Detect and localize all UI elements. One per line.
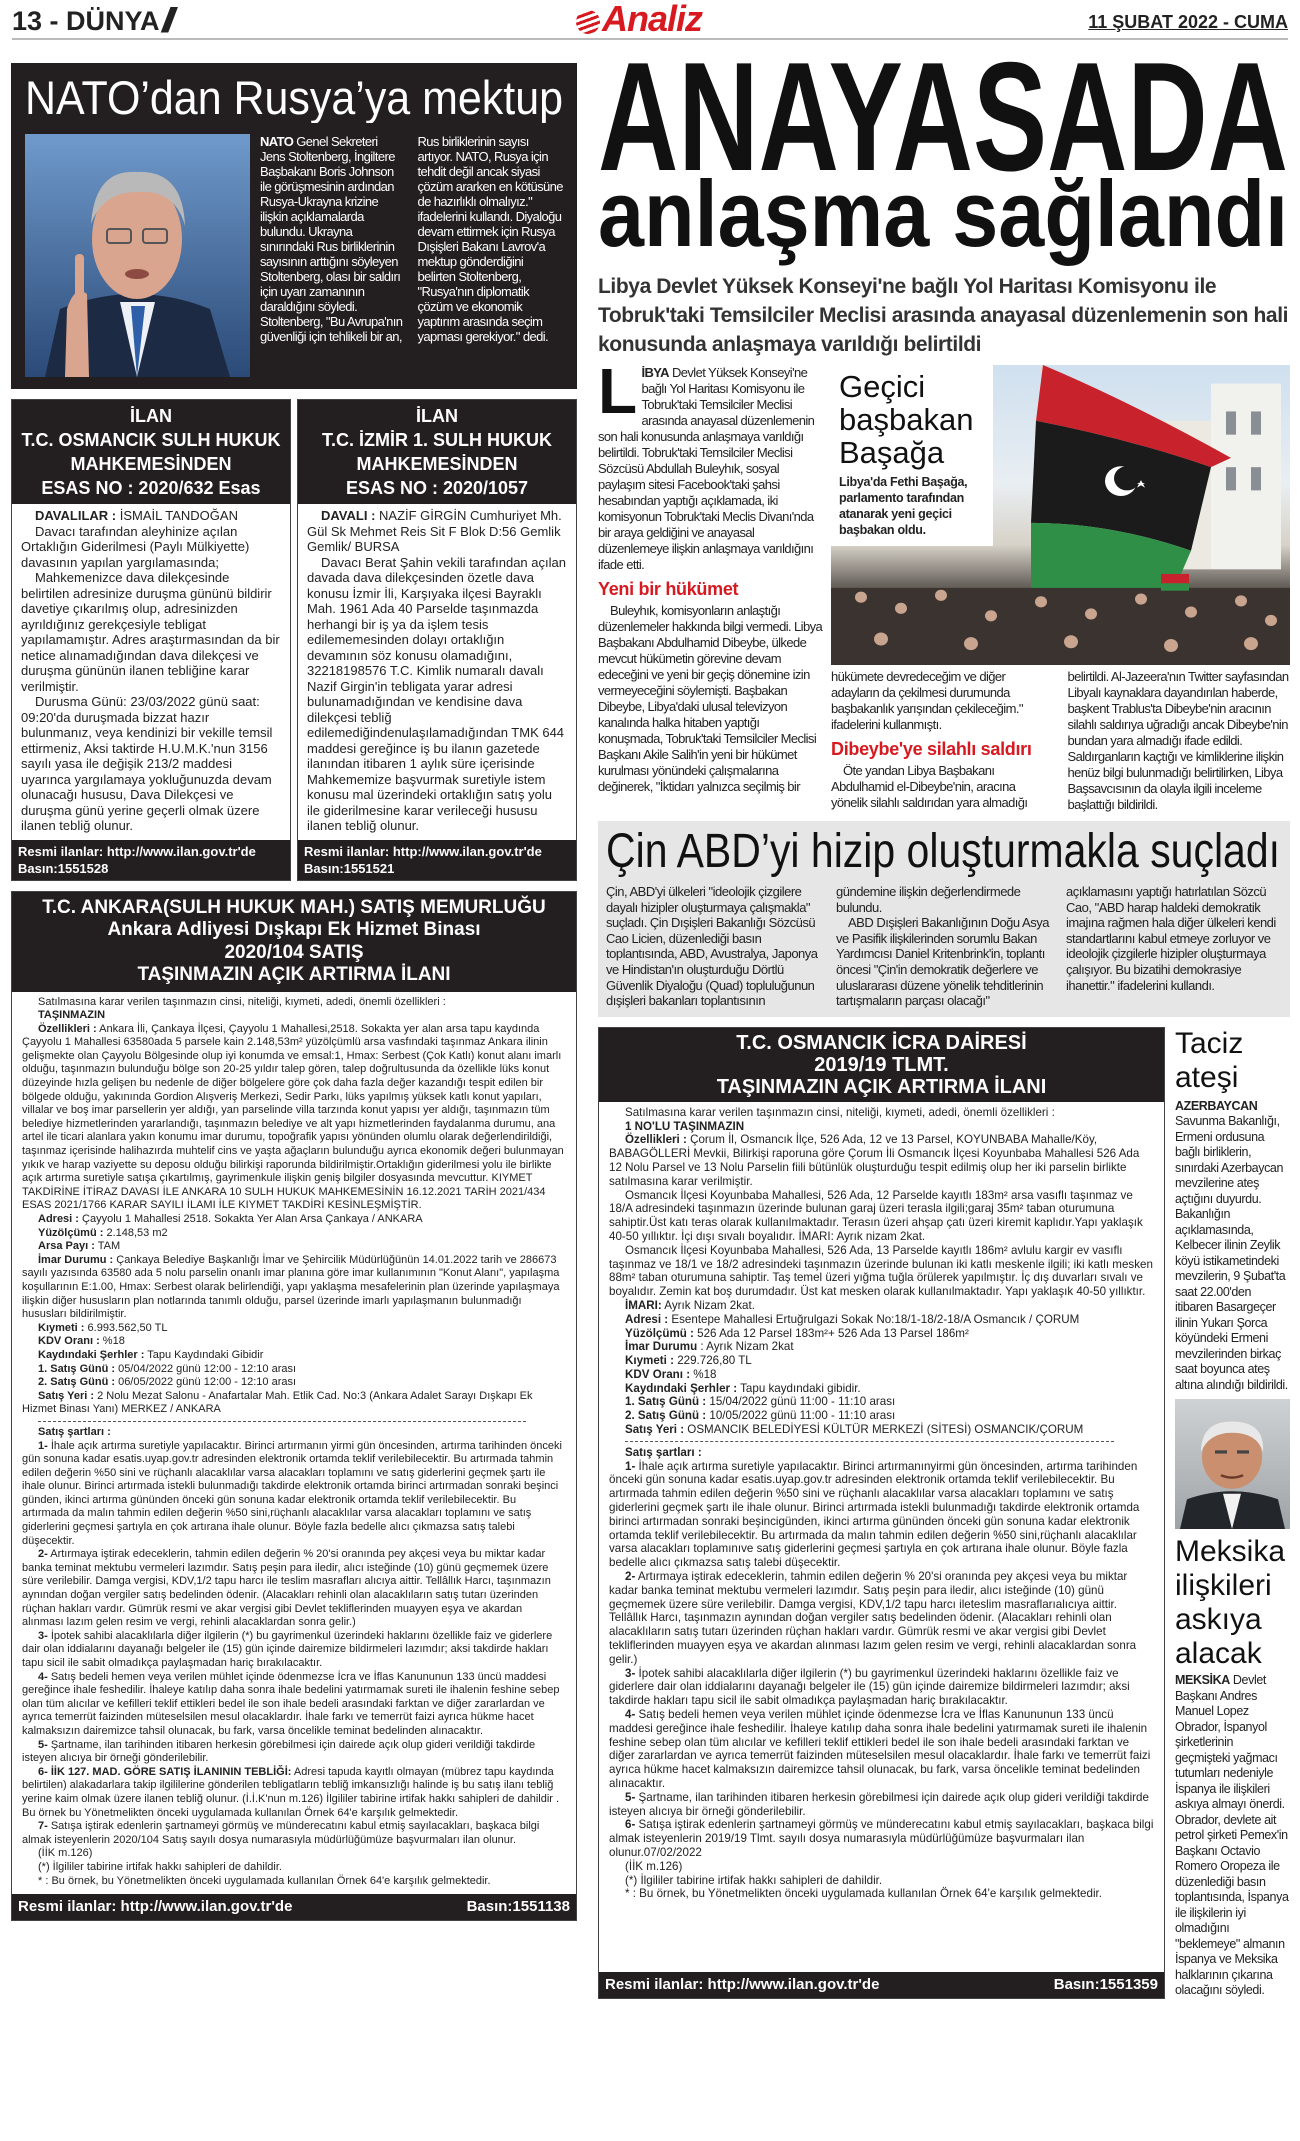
paragraph-label: Adresi :: [38, 1213, 79, 1225]
paragraph-label: Satış Yeri :: [38, 1389, 95, 1402]
notice-paragraph: [609, 1860, 1154, 1874]
notice-paragraph: [22, 1009, 566, 1023]
paragraph-text: %18: [99, 1335, 125, 1348]
notice-paragraph: [22, 1322, 566, 1336]
footer-press-no: Basın:1551138: [466, 1898, 570, 1916]
paragraph-label: 2. Satış Günü :: [38, 1376, 116, 1389]
paragraph-text: (*) İlgililer tabirine irtifak hakkı sahipleri de dahildir.: [38, 1860, 282, 1873]
brief-body: [1175, 1099, 1290, 1394]
paragraph-text: Davacı tarafından aleyhinize açılan Ortaklığın Giderilmesi (Paylı Mülkiyette) davasının yapılan yargılamasında;: [21, 523, 250, 570]
dashed-divider: [38, 1421, 526, 1422]
logo-globe-icon: [576, 10, 600, 34]
notice-paragraph: [21, 570, 281, 694]
notice-paragraph: [609, 1395, 1154, 1409]
mexico-brief: [1175, 1535, 1290, 1999]
paragraph-label: Yüzölçümü :: [38, 1226, 104, 1239]
paragraph-label: 4-: [38, 1670, 48, 1683]
china-p2: ABD Dışişleri Bakanlığının Doğu Asya ve Pasifik ilişkilerinden sorumlu Bakan Yardımcısı Daniel Kritenbrink'in, toplantı öncesi "Çin'in demokratik değerlere ve uluslararası düzene yönelik tehditlerinin tartışmaların parçası olacağı" açıklamasını yaptığı hatırlatılan Sözcü Cao, "ABD harap haldeki demokratik imajına rağmen hala diğer ülkeleri kendi standartlarını kabul etmeye zorluyor ve ideolojik çizgilerle hizipler oluşturmaya çalışıyor. Bu bizatihi demokrasiye ihanettir." ifadelerini kullandı.: [836, 884, 1276, 1009]
paragraph-label: 1-: [38, 1439, 48, 1452]
notice-footer: [298, 840, 576, 880]
brief-text: Devlet Başkanı Andres Manuel Lopez Obrador, İspanyol şirketlerinin geçmişteki yağmacı tutumları nedeniyle İspanya ile ilişkileri askıya almayı önerdi. Obrador, devlete ait petrol şirketi Pemex'in Başkanı Octavio Romero Oropeza ile düzenlediği basın toplantısında, İspanya ile ilişkilerin iyi olmadığını "beklemeye" almanın İspanya ve Meksika halklarının çıkarına olacağını söyledi.: [1175, 1673, 1289, 1998]
paragraph-text: Satışa iştirak edenlerin şartnameyi görmüş ve münderecatını kabul etmiş sayılacakları, başkaca bilgi almak isteyenlerin 2020/104 Satış sayılı dosya numarasıyla müdürlüğümüze başvurmaları ilan olunur.: [22, 1820, 540, 1846]
footer-url: Resmi ilanlar: http://www.ilan.gov.tr'de: [18, 843, 256, 859]
notice-paragraph: [609, 1887, 1154, 1901]
paragraph-text: * : Bu örnek, bu Yönetmelikten önceki uygulamada kullanılan Örnek 64'e karşılık gelmektedir.: [38, 1874, 491, 1887]
section-slashes: //: [162, 2, 169, 40]
notice-paragraph: [22, 1548, 566, 1630]
paragraph-label: Kıymeti :: [38, 1321, 85, 1334]
paragraph-text: Durusma Günü: 23/03/2022 günü saat: 09:20'da duruşmada bizzat hazır bulunmanız, veya kendinizi bir vekille temsil ettirmeniz, Aksi taktirde H.U.M.K.'nun 3156 sayılı yasa ile değişik 213/2 maddesi uyarınca yargılamaya yokluğunuzda devam olunacağı hususu, Dava Dilekçesi ve duruşma günü yerine geçerli olmak üzere ilanen tebliğ olunur.: [21, 694, 273, 833]
paragraph-text: (*) İlgililer tabirine irtifak hakkı sahipleri de dahildir.: [625, 1873, 883, 1887]
paragraph-text: (İİK m.126): [38, 1847, 93, 1860]
china-p1: Çin, ABD'yi ülkeleri "ideolojik çizgilere dayalı hizipler oluşturmaya çalışmakla" suçladı. Çin Dışişleri Bakanlığı Sözcüsü Cao Licien, düzenlediği basın toplantısında, ABD, Avustralya, Japonya ve Hindistan'ın oluşturduğu Dörtlü Güvenlik Diyaloğu (Quad) topluluğunun dışişleri bakanları toplantısının gündemine ilişkin değerlendirmede bulundu.: [606, 884, 1021, 1009]
paragraph-label: Kaydındaki Şerhler :: [38, 1348, 145, 1361]
paragraph-text: 6.993.562,50 TL: [84, 1321, 168, 1334]
caption-title: Geçici başbakan Başağa: [839, 369, 974, 470]
header-line: MAHKEMESİNDEN: [70, 454, 232, 474]
header-line: 2019/19 TLMT.: [814, 1053, 949, 1076]
paragraph-label: 3-: [625, 1666, 636, 1680]
azerbaijan-brief: [1175, 1027, 1290, 1394]
china-body: [606, 884, 1282, 1009]
paragraph-label: Arsa Payı :: [38, 1240, 95, 1253]
paragraph-text: Osmancık İlçesi Koyunbaba Mahallesi, 526 Ada, 13 Parselde kayıtlı 186m² avlulu kargir ev vasıflı taşınmaz ve 18/1 ve 18/2 adresindeki taşınmazın üzerinde bulunan iki katlı meskenle ilgili; iki katlı mesken 88m² taban oturumuna sahiptir. Taş temel üzeri yığma tuğla örülerek yapılmıştır. İç dış duvarları sıvalı ve boyalıdır. Zemin kat boş durumdadır. Üst kat mesken olarak kullanılmaktadır. Yapı yaklaşık 40-50 yıllıktır.: [609, 1243, 1153, 1299]
brief-text: Savunma Bakanlığı, Ermeni ordusuna bağlı birliklerin, sınırdaki Azerbaycan mevzilerine ateş açtığını duyurdu. Bakanlığın açıklamasında, Kelbecer ilinin Zeylik köyü istikametindeki mevzilerin, 9 Şubat'ta saat 22.00'den itibaren Basargeçer ilinin Yukarı Şorca köyündeki Ermeni mevzilerinden birkaç saat boyunca ateş altına alındığı bildirildi.: [1175, 1114, 1288, 1392]
paragraph-text: İhale açık artırma suretiyle yapılacaktır. Birinci artırmanınyirmi gün öncesinden, artırma tarihinden önceki gün sonuna kadar esatis.uyap.gov.tr adresinden elektronik ortamda teklif verilebilecektir. Bu artırmada tahmin edilen değerin %50 sini ve rüçhanlı alacaklılar varsa alacakları toplamını ve satış giderlerini geçmek şartı ile ihale olunur. Birinci artırmada istekli bulunmadığı takdirde elektronik ortamda birinci artırmadan sonraki beşincigünden, ikinci artırma gününden önceki gün sonuna kadar elektronik ortamda teklif verilebilecektir. Bu artırmada da malın tahmin edilen değerin %50 sini,rüçhanlı alacaklılar varsa alacakları toplamınıve satış giderlerini geçmesi şartıyla en çok artırana ihale olunur. Böyle fazla bedelle alıcı çıkmazsa satış talebi düşecektir.: [609, 1459, 1140, 1570]
footer-url: Resmi ilanlar: http://www.ilan.gov.tr'de: [304, 843, 542, 859]
paragraph-text: Satış bedeli hemen veya verilen mühlet içinde ödenmezse İcra ve İflas Kanununun 133 üncü maddesi gereğince ihale feshedilir. İhaleye katılıp daha sonra ihale bedelini yatırmamak sureti ile ihalenin feshine sebep olan tüm alıcılar ve kefilleri teklif ettikleri bedel ile son ihale bedeli arasındaki farktan ve diğer zararlardan ve ayrıca temerrüt faizinden müteselsilen mesul olacaklardır. İhale farkı ve temerrüt faizi ayrıca hükme hacet kalmaksızın dairemizce tahsil olunacak, bu fark, varsa öncelikle teminat bedelinden alınacaktır.: [609, 1708, 1151, 1790]
paragraph-text: 2.148,53 m2: [103, 1226, 168, 1239]
paragraph-text: Tapu Kaydındaki Gibidir: [144, 1348, 264, 1361]
bottom-row: [598, 1027, 1290, 1999]
paragraph-text: Satılmasına karar verilen taşınmazın cinsi, niteliği, kıymeti, adedi, önemli özellikleri :: [625, 1105, 1055, 1119]
paragraph-label: 6-: [625, 1818, 636, 1832]
footer-url: Resmi ilanlar: http://www.ilan.gov.tr'de: [18, 1898, 293, 1916]
china-article: [598, 821, 1290, 1017]
header-line: MAHKEMESİNDEN: [356, 454, 518, 474]
notice-paragraph: [609, 1106, 1154, 1120]
paragraph-label: 5-: [38, 1738, 48, 1751]
article-p2: Buleyhık, komisyonların anlaştığı düzenlemeler hakkında bilgi vermedi. Libya Başbakanı Abdulhamid Dibeybe, ülkede mevcut hükümetin görevine devam edeceğini ve yeni bir geçiş dönemine izin vermeyeceğini söylemişti. Başbakan Dibeybe, Libya'daki ulusal televizyon kanalında halka hitaben yaptığı konuşmada, Tobruk'taki Temsilciler Meclisi Başkanı Akile Salih'in yeni bir hükümet kurulması yönündeki çalışmalarına değinerek, "İktidarı yalnızca seçilmiş bir: [598, 603, 823, 794]
notice-paragraph: [22, 1335, 566, 1349]
main-subheadline-wrap: [598, 176, 1290, 268]
stoltenberg-photo: [25, 134, 250, 377]
paragraph-label: İMARI:: [625, 1298, 662, 1312]
paragraph-label: Satış şartları :: [625, 1445, 702, 1459]
notice-paragraph: [22, 1630, 566, 1671]
notice-paragraph: [22, 1766, 566, 1820]
notice-paragraph: [21, 694, 281, 834]
paragraph-label: İmar Durumu: [625, 1340, 698, 1354]
paragraph-text: Şartname, ilan tarihinden itibaren herkesin görebilmesi için dairede açık olup gideri verildiği takdirde isteyen alıcıya bir örneği gönderilebilir.: [609, 1790, 1149, 1818]
notice-paragraph: [609, 1327, 1154, 1341]
header-line: T.C. ANKARA(SULH HUKUK MAH.) SATIŞ MEMURLUĞU: [42, 896, 546, 918]
paragraph-text: Çayyolu 1 Mahallesi 2518. Sokakta Yer Alan Arsa Çankaya / ANKARA: [78, 1213, 423, 1225]
paragraph-label: 1. Satış Günü :: [38, 1362, 116, 1375]
notice-paragraph: [22, 1349, 566, 1363]
logo-text: Analiz: [602, 0, 703, 39]
notice-paragraph: [609, 1354, 1154, 1368]
notice-paragraph: [22, 1363, 566, 1377]
paragraph-text: 06/05/2022 günü 12:00 - 12:10 arası: [115, 1376, 297, 1389]
paragraph-text: Ankara İli, Çankaya İlçesi, Çayyolu 1 Mahallesi,2518. Sokakta yer alan arsa tapu kaydında Çayyolu 1 Mahallesi 63580ada 5 parsele kain 2.148,53m² yüzölçümlü arsa vasfındaki taşınmaz Ankara ilinin gelişmekte olan Çayyolu Bölgesinde olup iyi konumda ve emsal:1, Hmax: Serbest (Çok Katlı) konut alanı imarlı olduğu, taşınmazın bulunduğu bölge son 20-25 yıldır talep gören, talep doğrultusunda da özellikle lüks konut düzeyinde hızla gelişen bu nedenle de diğer bölgelere göre çok daha fazla değer kazandığı tespit edilen bir bölgede olduğu, yakınında Gordion Alışveriş Merkezi, Sedir Parkı, lüks yapılmış yüksek katlı konut yapıları, villalar ve boş imar parsellerin yer aldığı, yan parselinde villa tarzında konut yapısı yer aldığı, taşınmazın tüm belediye hizmetlerinden yararlandığı, taşınmazın belediye ve alt yapı hizmetlerinden faydalanma durumu, ana artel ile ticari alanlara yakın konumu imar durumu, topoğrafik yapısı yönünden olumlu olarak değerlendirildiği, taşınmaz içerisinde halihazırda muhtelif cins ve yaşta ağaçların bulunduğu ayrıca ekonomik değeri bulunmayan yıkık ve harap vaziyette su deposu olduğu bilirkişi raporunda bildirilmiştir.Ortaklığın giderilmesi yolu ile birlikte açık artırma suretiyle satışa çıkartılmış, gayrimenkule ilişkin geniş bilgiler dosyasında mevcuttur. KIYMET TAKDİRİNE İTİRAZ DAVASI İLE ANKARA 10 SULH HUKUK MAHKEMESİNİN 16.12.2021 TARİH 2021/434 ESAS 2021/1766 KARAR SAYILI İLAMI İLE KIYMET TAKDİRİ KESİNLEŞMİŞTİR.: [22, 1022, 564, 1212]
notice-paragraph: [609, 1340, 1154, 1354]
notice-body: [599, 1102, 1164, 1907]
paragraph-label: Satış şartları :: [38, 1425, 111, 1438]
notice-paragraph: [609, 1874, 1154, 1888]
nato-headline: NATO’dan Rusya’ya mektup: [25, 71, 563, 123]
notice-paragraph: [609, 1570, 1154, 1667]
notice-body: [12, 992, 576, 1895]
notice-paragraph: [22, 996, 566, 1010]
subhead-new-government: Yeni bir hükümet: [598, 579, 739, 599]
paragraph-label: TAŞINMAZIN: [38, 1009, 106, 1022]
notice-paragraph: [609, 1244, 1154, 1299]
brief-lead: MEKSİKA: [1175, 1673, 1230, 1688]
brief-lead: AZERBAYCAN: [1175, 1098, 1258, 1113]
paragraph-text: 526 Ada 12 Parsel 183m²+ 526 Ada 13 Parsel 186m²: [693, 1326, 969, 1340]
main-headline-wrap: [598, 58, 1290, 172]
notice-paragraph: [22, 1875, 566, 1889]
notice-paragraph: [22, 1227, 566, 1241]
court-notice-izmir: [297, 399, 577, 881]
notice-header: [599, 1028, 1164, 1102]
nato-lead: NATO: [260, 134, 294, 149]
paragraph-label: KDV Oranı :: [38, 1335, 100, 1348]
notice-paragraph: [609, 1299, 1154, 1313]
drop-cap: L: [598, 355, 637, 427]
paragraph-label: 3-: [38, 1629, 48, 1642]
notice-footer: [12, 1894, 576, 1920]
section-label: 13 - DÜNYA: [12, 6, 160, 36]
paragraph-label: 4-: [625, 1708, 636, 1722]
header-line: T.C. İZMİR 1. SULH HUKUK: [321, 430, 552, 450]
notice-paragraph: [609, 1423, 1154, 1437]
paragraph-text: Satışa iştirak edenlerin şartnameyi görmüş ve münderecatını kabul etmiş sayılacakları, başkaca bilgi almak isteyenlerin 2019/19 Tlmt. sayılı dosya numarasıyla müdürlüğümüze başvurmaları ilan olunur.07/02/2022: [609, 1818, 1154, 1859]
nato-headline-wrap: [25, 71, 565, 123]
sidebar: [1175, 1027, 1290, 1999]
header-line: Ankara Adliyesi Dışkapı Ek Hizmet Binası: [107, 919, 481, 940]
header-line: 2020/104 SATIŞ: [224, 941, 364, 963]
libya-article: [598, 355, 1290, 813]
obrador-photo: [1175, 1399, 1290, 1529]
paragraph-label: 5-: [625, 1790, 636, 1804]
paragraph-label: Yüzölçümü :: [625, 1326, 694, 1340]
paragraph-label: Özellikleri :: [625, 1133, 687, 1147]
paragraph-text: * : Bu örnek, bu Yönetmelikten önceki uygulamada kullanılan Örnek 64'e karşılık gelmektedir.: [625, 1887, 1102, 1901]
notice-paragraph: [22, 1254, 566, 1322]
notice-paragraph: [609, 1791, 1154, 1819]
footer-url: Resmi ilanlar: http://www.ilan.gov.tr'de: [605, 1975, 880, 1993]
notice-paragraph: [609, 1189, 1154, 1244]
header-line: ESAS NO : 2020/1057: [345, 478, 529, 498]
notice-footer: [12, 840, 290, 880]
paragraph-label: 1 NO'LU TAŞINMAZIN: [625, 1119, 745, 1133]
paragraph-text: Çorum İl, Osmancık İlçe, 526 Ada, 12 ve 13 Parsel, KOYUNBABA Mahalle/Köy, BABAGÖLLERİ Mevkii, Bilirkişi raporuna göre Çorum İli Osmancık İlçesi Koyunbaba Mahallesi 526 Ada 12 Nolu Parsel ve 13 Nolu Parselin fiili bütünlük oluşturduğu tespit edilmiş olup her iki parselin birlikte satılmasına karar verilmiştir.: [609, 1133, 1140, 1188]
main-spot: Libya Devlet Yüksek Konseyi'ne bağlı Yol Haritası Komisyonu ile Tobruk'taki Temsilciler Meclisi arasında anayasal düzenlemenin son hali konusunda anlaşmaya varıldığı belirtildi: [598, 275, 1289, 356]
paragraph-label: 2-: [38, 1548, 48, 1561]
photo-caption: [831, 365, 993, 546]
paragraph-text: : Ayrık Nizam 2kat: [697, 1340, 794, 1354]
paragraph-text: 15/04/2022 günü 11:00 - 11:10 arası: [706, 1395, 896, 1409]
paragraph-text: Esentepe Mahallesi Ertuğrulgazi Sokak No:18/1-18/2-18/A Osmancık / ÇORUM: [668, 1312, 1080, 1326]
notice-paragraph: [609, 1133, 1154, 1188]
article-p1: Devlet Yüksek Konseyi'ne bağlı Yol Haritası Komisyonu ile Tobruk'taki Temsilciler Meclisi arasında anayasal düzenlemenin son hali konusunda anlaşmaya varıldığı belirtildi. Tobruk'taki Temsilciler Meclisi Sözcüsü Abdullah Buleyhık, sosyal paylaşım sitesi Facebook'taki şahsi hesabından yaptığı açıklamada, iki komisyonun Tobruk'taki Meclis Divanı'nda bir araya geldiğini ve anayasal düzenlemeye ilişkin anlaşmaya varıldığını ifade etti.: [598, 365, 815, 572]
article-lead: İBYA: [641, 365, 669, 380]
header-line: TAŞINMAZIN AÇIK ARTIRMA İLANI: [137, 964, 451, 985]
header-line: T.C. OSMANCIK İCRA DAİRESİ: [736, 1031, 1027, 1054]
paragraph-text: (İİK m.126): [625, 1859, 683, 1873]
nato-body: [260, 134, 563, 377]
header-line: ESAS NO : 2020/632 Esas: [41, 478, 261, 498]
china-headline: Çin ABD’yi hizip oluşturmakla suçladı: [606, 827, 1280, 877]
notice-header: [12, 400, 290, 504]
notice-paragraph: [22, 1820, 566, 1847]
notice-header: [298, 400, 576, 504]
header-line: T.C. OSMANCIK SULH HUKUK: [21, 430, 281, 450]
notice-paragraph: [609, 1313, 1154, 1327]
paragraph-text: Tapu kaydındaki gibidir.: [737, 1381, 861, 1395]
paragraph-text: 05/04/2022 günü 12:00 - 12:10 arası: [115, 1362, 297, 1375]
paragraph-text: Davacı Berat Şahin vekili tarafından açılan davada dava dilekçesinden özetle dava konusu İzmir İli, Karşıyaka ilçesi Bayraklı Mah. 1961 Ada 40 Parselde taşınmazda herhangi bir iş ya da işlem tesis edilememesinden dolayı ortaklığın devamının söz konusu olamadığını, 32218198576 T.C. Kimlik numaralı davalı Nazif Girgin'in tebligata yarar adresi bulunamadığından ve kendisine dava dilekçesi tebliğ edilemediğindenulaşılamadığından TMK 644 maddesi gereğince iş bu ilanın gazetede ilanından itibaren 1 aylık süre içerisinde Mahkememize başvurmak suretiyle istem konusu mal üzerindeki ortaklığın satış yolu ile giderilmesine karar verileceği hususu ilanen tebliğ olunur.: [307, 554, 566, 833]
paragraph-text: OSMANCIK BELEDİYESİ KÜLTÜR MERKEZİ (SİTESİ) OSMANCIK/ÇORUM: [684, 1423, 1084, 1437]
notice-header: [12, 892, 576, 992]
paragraph-text: Şartname, ilan tarihinden itibaren herkesin görebilmesi için dairede açık olup gideri verildiği takdirde isteyen alıcıya bir örneği gönderilebilir.: [22, 1738, 536, 1765]
paragraph-text: 10/05/2022 günü 11:00 - 11:10 arası: [706, 1409, 896, 1423]
newspaper-logo: [572, 2, 752, 38]
paragraph-text: %18: [690, 1367, 717, 1381]
dashed-divider: [625, 1441, 1114, 1442]
brief-title: Meksika ilişkileri askıya alacak: [1175, 1535, 1286, 1671]
notice-paragraph: [609, 1409, 1154, 1423]
paragraph-text: Mahkemenizce dava dilekçesinde belirtilen adresinize duruşma gününü bildirir davetiye çıkarılmış olup, adresinizden ayrıldığınız gerekçesiyle tebligat yapılamamıştır. Adres araştırmasından da bir netice alınamadığından dava dilekçesi ve duruşma gününün ilanen tebliğine karar verilmiştir.: [21, 570, 280, 694]
left-column: [11, 63, 577, 1921]
main-subheadline: anlaşma sağlandı: [598, 176, 1288, 266]
paragraph-text: Satış bedeli hemen veya verilen mühlet içinde ödenmezse İcra ve İflas Kanununun 133 üncü maddesi gereğince ihale feshedilir. İhaleye katılıp daha sonra ihale bedelini yatırmamak sureti ile ihalenin feshine sebep olan tüm alıcılar ve kefilleri teklif ettikleri bedel ile son ihale bedeli arasındaki farktan ve diğer zararlardan ve ayrıca temerrüt faizinden müteselsilen mesul olacaklardır. İhale farkı ve temerrüt faizi ayrıca hükme hacet kalmaksızın dairemizce tahsil olunacak, bu fark, varsa öncelikle teminat bedelinden alınacaktır.: [22, 1670, 560, 1737]
footer-press-no: Basın:1551359: [1053, 1975, 1158, 1993]
paragraph-label: 2. Satış Günü :: [625, 1409, 707, 1423]
paragraph-text: 229.726,80 TL: [673, 1354, 752, 1368]
brief-body: [1175, 1673, 1290, 1999]
paragraph-text: Çankaya Belediye Başkanlığı İmar ve Şehircilik Müdürlüğünün 14.01.2022 tarih ve 286673 sayılı yazısında 63580 ada 5 nolu parselin onanlı imar planına göre imar kullanımının "Konut Alanı", yapılaşma koşullarının E:1.00, Hmax: Serbest olarak belirlendiği, yapı yaklaşma mesafelerinin plan üzerinde yapılaşmaya ilişkin diğer hususların plan notlarında tanımlı olduğu, parsel üzerinde imarlı yapılaşmanın bulunmadığı hususları bildirilmiştir.: [22, 1253, 560, 1321]
notice-paragraph: [22, 1426, 566, 1440]
paragraph-label: 2-: [625, 1570, 636, 1584]
court-notices-row: [11, 399, 577, 881]
notice-paragraph: [22, 1671, 566, 1739]
notice-paragraph: [22, 1861, 566, 1875]
paragraph-text: İSMAİL TANDOĞAN: [116, 508, 238, 523]
footer-press-no: Basın:1551521: [304, 860, 395, 876]
article-p4: Öte yandan Libya Başbakanı Abdulhamid el-Dibeybe'nin, aracına yönelik silahlı saldırıdan yara almadığı belirtildi. Al-Jazeera'nın Twitter sayfasından Libyalı kaynaklara dayandırılan haberde, başkent Trablus'ta Dibeybe'nin aracının silahlı saldırıya uğradığı ancak Dibeybe'nin bundan yara almadığı ifade edildi. Saldırganların kaçtığı ve kimliklerine ilişkin henüz bilgi bulunmadığı belirtilirken, Libya Başsavcısının da olayla ilgili inceleme başlattığı bildirildi.: [831, 669, 1289, 812]
paragraph-label: Adresi :: [625, 1312, 669, 1326]
notice-paragraph: [22, 1376, 566, 1390]
notice-paragraph: [609, 1667, 1154, 1708]
libya-article-col2: [831, 669, 1290, 813]
paragraph-text: Artırmaya iştirak edeceklerin, tahmin edilen değerin % 20'si oranında pey akçesi veya bu miktar kadar banka teminat mektubu vermeleri lazımdır. Satış peşin para iledir, alıcı isteğinde (10) günü geçmemek üzere süre verilebilir. Damga vergisi, KDV,1/2 tapu harcı ile teslim masrafları alıcıya aittir. Tellâllık Harcı, taşınmazın aynından doğan vergiler satış bedelinden ödenir. (Alacakları rehinli olan alacaklıların satış tutarı üzerinden rüçhan hakları vardır. Gümrük resmi ve akar vergisi gibi Devlet tekliflerinden muayyen eşya ve akardan alınması lazım gelen resim ve vergi, rehinli alacaklardan sonra gelir.): [22, 1548, 551, 1629]
paragraph-label: KDV Oranı :: [625, 1367, 691, 1381]
notice-paragraph: [307, 508, 567, 555]
notice-paragraph: [22, 1440, 566, 1549]
notice-paragraph: [609, 1446, 1154, 1460]
notice-paragraph: [21, 508, 281, 524]
issue-date: 11 ŞUBAT 2022 - CUMA: [1088, 12, 1288, 32]
paragraph-label: Kaydındaki Şerhler :: [625, 1381, 738, 1395]
footer-press-no: Basın:1551528: [18, 860, 109, 876]
paragraph-label: Kıymeti :: [625, 1354, 674, 1368]
notice-paragraph: [609, 1460, 1154, 1570]
paragraph-text: İpotek sahibi alacaklılarla diğer ilgilerin (*) bu gayrimenkul üzerindeki haklarını özellikle faiz ve giderlere dair olan iddialarını dayanağı belgeler ile (15) gün içinde dairemize bildirmeleri lazımdır; aksi takdirde hakları tapu sicil ile sabit olmadıkça paylaşmadan hariç bırakılacaktır.: [22, 1629, 553, 1669]
notice-paragraph: [22, 1847, 566, 1861]
notice-paragraph: [307, 555, 567, 834]
paragraph-label: DAVALILAR :: [35, 508, 117, 523]
paragraph-text: Satılmasına karar verilen taşınmazın cinsi, niteliği, kıymeti, adedi, önemli özellikleri :: [38, 995, 446, 1008]
notice-paragraph: [21, 524, 281, 571]
header-line: İLAN: [130, 406, 172, 426]
notice-paragraph: [609, 1120, 1154, 1134]
paragraph-label: İmar Durumu :: [38, 1253, 114, 1266]
notice-paragraph: [22, 1240, 566, 1254]
osmancik-auction-notice: [598, 1027, 1165, 1999]
brief-title: Taciz ateşi: [1175, 1026, 1244, 1094]
notice-paragraph: [609, 1818, 1154, 1859]
paragraph-text: Osmancık İlçesi Koyunbaba Mahallesi, 526 Ada, 12 Parselde kayıtlı 183m² arsa vasıflı taşınmaz ve 18/A adresindeki taşınmazın üzerinde bulunan garaj üzeri terasla ilgili;garaj 35m² taban oturumuna sahiptir.Üst katı teras olarak kullanılmaktadır. Terasın üzeri ahşap çatı üzeri kiremit kaplıdır.Yapı yaklaşık 40-50 yıllıktır. İçi dışı sıvalı boyalıdır. İMARI: Ayrık nizam 2kat.: [609, 1188, 1143, 1243]
notice-paragraph: [609, 1368, 1154, 1382]
paragraph-text: Adresi tapuda kayıtlı olmayan (mübrez tapu kaydında belirtilen) alakadarlara takip ilgililerine gönderilen tebligatların tebliğ imkansızlığı halinde iş bu satış ilanı tebliğ yerine kaim olmak üzere ilanen tebliğ olunur. (İ.İ.K'nun m.126) İlgililer tabirine irtifak hakkı sahipleri de dahildir . Bu örnek bu Yönetmelikten önceki uygulamada kullanılan Örnek 64'e karşılık gelmektedir.: [22, 1765, 560, 1819]
notice-paragraph: [609, 1382, 1154, 1396]
paragraph-label: 7-: [38, 1820, 48, 1833]
paragraph-text: Ayrık Nizam 2kat.: [661, 1298, 755, 1312]
notice-body: [12, 504, 290, 840]
caption-text: Libya'da Fethi Başağa, parlamento tarafından atanarak yeni geçici başbakan oldu.: [839, 475, 968, 537]
subhead-armed-attack: Dibeybe'ye silahlı saldırı: [831, 739, 1032, 759]
china-headline-wrap: [606, 827, 1282, 877]
right-column: [598, 58, 1290, 1999]
paragraph-text: 2 Nolu Mezat Salonu - Anafartalar Mah. Etlik Cad. No:3 (Ankara Adalet Sarayı Dışkapı Ek Hizmet Binası Yanı) MERKEZ / ANKARA: [22, 1389, 533, 1416]
court-notice-osmancik: [11, 399, 291, 881]
notice-paragraph: [22, 1023, 566, 1213]
paragraph-label: 1. Satış Günü :: [625, 1395, 707, 1409]
paragraph-text: İhale açık artırma suretiyle yapılacaktır. Birinci artırmanın yirmi gün öncesinden, artırma tarihinden önceki gün sonuna kadar esatis.uyap.gov.tr adresinden elektronik ortamda teklif verilebilecektir. Bu artırmada tahmin edilen değerin %50 sini ve rüçhanlı alacaklılar varsa alacakları toplamını ve satış giderlerini geçmek şartı ile ihale olunur. Birinci artırmada istekli bulunmadığı takdirde elektronik ortamda birinci artırmadan sonraki beşinci günden, ikinci artırma gününden önceki gün sonuna kadar elektronik ortamda teklif verilebilecektir. Bu artırmada da malın tahmin edilen değerin %50 sini,rüçhanlı alacaklılar varsa alacakları toplamını ve satış giderlerini geçmesi şartıyla en çok artırana ihale olunur. Böyle fazla bedelle alıcı çıkmazsa satış talebi düşecektir.: [22, 1439, 562, 1547]
libya-protest-photo: [831, 365, 1290, 665]
notice-paragraph: [22, 1213, 566, 1227]
paragraph-label: 1-: [625, 1459, 636, 1473]
paragraph-text: Artırmaya iştirak edeceklerin, tahmin edilen değerin % 20'si oranında pey akçesi veya bu miktar kadar banka teminat mektubu vermeleri lazımdır. Satış peşin para iledir, alıcı isteğinde (10) günü geçmemek üzere süre verilebilir. Damga vergisi, KDV,1/2 tapu harcı ileteslim masraflarıalıcıya aittir. Tellâllık Harcı, taşınmazın aynından doğan vergiler satış bedelinden ödenir. (Alacakları rehinli olan alacaklıların satış tutarı üzerinden rüçhan hakları vardır. Gümrük resmi ve akar vergisi gibi Devlet tekliflerinden muayyen eşya ve akardan alınması lazım gelen resim ve vergi, rehinli alacaklardan sonra gelir.): [609, 1570, 1137, 1666]
paragraph-label: Satış Yeri :: [625, 1423, 685, 1437]
header-line: TAŞINMAZIN AÇIK ARTIRMA İLANI: [716, 1075, 1047, 1098]
notice-paragraph: [609, 1708, 1154, 1791]
page-header: [12, 0, 1288, 40]
paragraph-label: 6- İİK 127. MAD. GÖRE SATIŞ İLANININ TEBLİĞİ:: [38, 1765, 292, 1778]
header-line: İLAN: [416, 406, 458, 426]
paragraph-text: İpotek sahibi alacaklılarla diğer ilgilerin (*) bu gayrimenkul üzerindeki haklarını özellikle faiz ve giderlere dair olan iddialarını dayanağı belgeler ile (15) gün içinde dairemize bildirmeleri lazımdır; aksi takdirde hakları tapu sicil ile sabit olmadıkça paylaşmadan hariç bırakılacaktır.: [609, 1666, 1130, 1708]
nato-article: [11, 63, 577, 389]
notice-footer: [599, 1972, 1164, 1998]
notice-paragraph: [22, 1739, 566, 1766]
paragraph-text: NAZİF GİRGİN Cumhuriyet Mh. Gül Sk Mehmet Reis Sit F Blok D:56 Gemlik Gemlik/ BURSA: [307, 508, 562, 554]
nato-text: Genel Sekreteri Jens Stoltenberg, İngiltere Başbakanı Boris Johnson ile görüşmesinin ardından Rusya-Ukrayna krizine ilişkin açıklamalarda bulundu. Ukrayna sınırındaki Rus birliklerinin sayısının arttığını söyleyen Stoltenberg, olası bir saldırı için uyarı zamanının daraldığını söyledi. Stoltenberg, "Bu Avrupa'nın güvenliği için tehlikeli bir an, Rus birliklerinin sayısı artıyor. NATO, Rusya için tehdit değil ancak siyasi çözüm ararken en kötüsüne de hazırlıklı olmalıyız." ifadelerini kullandı. Diyaloğu devam ettirmek için Rusya Dışişleri Bakanı Lavrov'a mektup gönderdiğini belirten Stoltenberg, "Rusya'nın diplomatik çözüm ve ekonomik yaptırım arasında seçim yapması gerekiyor." dedi.: [260, 134, 563, 344]
notice-body: [298, 504, 576, 840]
main-headline: ANAYASADA: [598, 58, 1288, 172]
article-p3: hükümete devredeceğim ve diğer adayların da çekilmesi durumunda başbakanlık yarışından çekileceğim." ifadelerini kullanmıştı.: [831, 669, 1023, 732]
paragraph-text: TAM: [94, 1240, 121, 1253]
paragraph-label: Özellikleri :: [38, 1022, 97, 1035]
ankara-auction-notice: [11, 891, 577, 1922]
paragraph-label: DAVALI :: [321, 508, 376, 523]
notice-paragraph: [22, 1390, 566, 1417]
libya-article-col1: [598, 355, 823, 813]
